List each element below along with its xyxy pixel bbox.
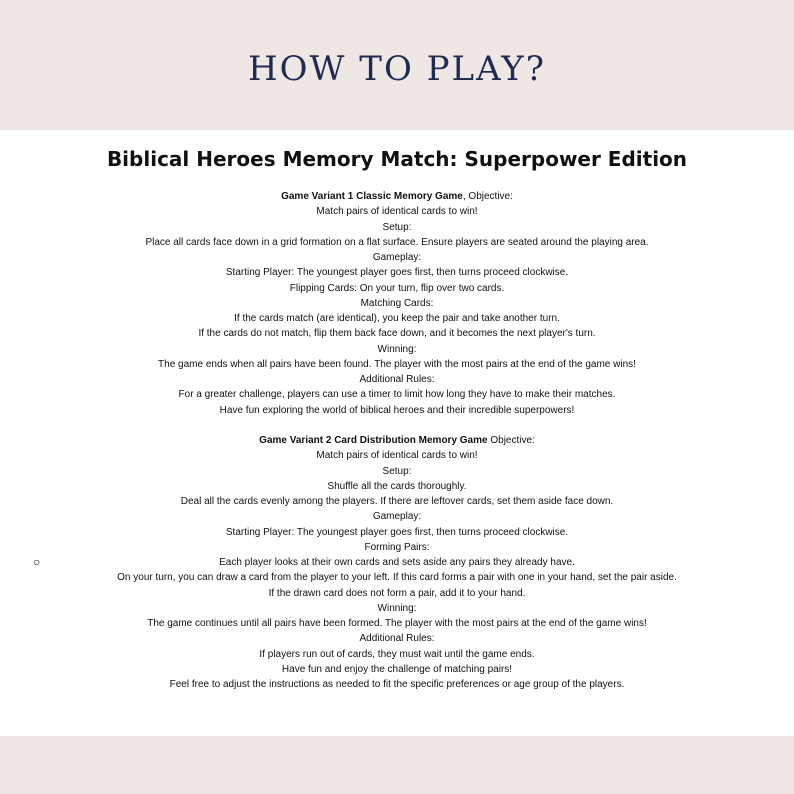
variant-2-bullet-line [0, 555, 794, 570]
variant-1-line: The game ends when all pairs have been found. The player with the most pairs at the end of the game wins! [158, 358, 636, 370]
variant-2-line: Have fun and enjoy the challenge of matching pairs! [281, 663, 513, 675]
variant-2-line: Setup: [382, 465, 412, 477]
variant-1-line: Additional Rules: [359, 374, 435, 385]
variant-2-line: Additional Rules: [359, 633, 435, 645]
variant-2-heading-label: Objective: [487, 435, 535, 446]
variant-2-line-text: Each player looks at their own cards and sets aside any pairs they already have. [219, 557, 575, 568]
variant-2-section [0, 433, 794, 692]
variant-2-line: Winning: [377, 602, 417, 614]
variant-1-line: Have fun exploring the world of biblical heroes and their incredible superpowers! [219, 404, 575, 416]
variant-1-line: Match pairs of identical cards to win! [316, 206, 478, 218]
variant-1-line: Place all cards face down in a grid formation on a flat surface. Ensure players are seated around the playing area. [145, 236, 649, 248]
variant-1-line: If the cards match (are identical), you keep the pair and take another turn. [234, 313, 560, 324]
variant-2-line: On your turn, you can draw a card from the player to your left. If this card forms a pair with one in your hand, set the pair aside. [117, 572, 677, 584]
variant-2-line: Gameplay: [372, 511, 422, 523]
footer-banner [0, 736, 794, 794]
variant-2-line: Deal all the cards evenly among the players. If there are leftover cards, set them aside face down. [180, 496, 614, 507]
variant-2-line: The game continues until all pairs have been formed. The player with the most pairs at the end of the game wins! [147, 618, 647, 629]
variant-2-line: Match pairs of identical cards to win! [316, 450, 478, 462]
document-title: Biblical Heroes Memory Match: Superpower Edition [106, 147, 688, 171]
header-banner [0, 0, 794, 130]
variant-2-heading [0, 433, 794, 448]
variant-1-line: Starting Player: The youngest player goes first, then turns proceed clockwise. [225, 267, 569, 279]
hollow-bullet-icon: ○ [33, 555, 41, 569]
variant-1-line: Matching Cards: [360, 297, 434, 309]
variant-1-line: Winning: [377, 343, 417, 355]
page-title: HOW TO PLAY? [248, 49, 546, 89]
variant-1-heading-title: Game Variant 1 Classic Memory Game [281, 191, 463, 202]
instructions-body [0, 130, 794, 736]
variant-1-heading [0, 189, 794, 204]
variant-1-line: Setup: [382, 221, 412, 233]
variant-2-line: If players run out of cards, they must wait until the game ends. [259, 648, 535, 660]
variant-2-line: Forming Pairs: [364, 541, 430, 553]
variant-1-line: Gameplay: [372, 252, 422, 263]
variant-1-line: Flipping Cards: On your turn, flip over two cards. [289, 282, 505, 294]
variant-1-line: If the cards do not match, flip them back face down, and it becomes the next player's turn. [198, 328, 596, 340]
variant-1-heading-label: , Objective: [462, 191, 513, 202]
variant-2-line: If the drawn card does not form a pair, add it to your hand. [268, 587, 526, 599]
variant-2-line: Shuffle all the cards thoroughly. [327, 480, 467, 492]
variant-2-line: Starting Player: The youngest player goes first, then turns proceed clockwise. [225, 526, 569, 538]
variant-2-line: Feel free to adjust the instructions as needed to fit the specific preferences or age group of the players. [169, 679, 625, 690]
variant-1-line: For a greater challenge, players can use a timer to limit how long they have to make their matches. [178, 389, 616, 401]
variant-2-heading-title: Game Variant 2 Card Distribution Memory Game [259, 435, 488, 446]
variant-1-section [0, 189, 794, 418]
